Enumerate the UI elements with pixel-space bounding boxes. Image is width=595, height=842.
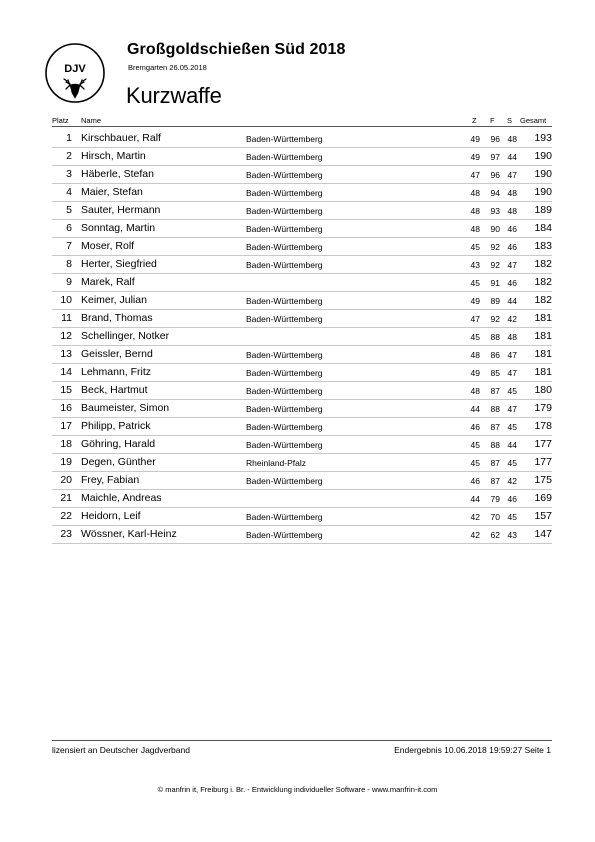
total-cell: 177 — [534, 438, 552, 450]
z-cell: 48 — [470, 386, 480, 396]
f-cell: 90 — [490, 224, 500, 234]
name-cell: Keimer, Julian — [81, 294, 147, 306]
f-cell: 88 — [490, 404, 500, 414]
z-cell: 44 — [470, 404, 480, 414]
total-cell: 181 — [534, 312, 552, 324]
f-cell: 70 — [490, 512, 500, 522]
total-cell: 157 — [534, 510, 552, 522]
header-f: F — [490, 116, 495, 125]
table-row — [52, 526, 552, 544]
event-subtitle: Bremgarten 26.05.2018 — [128, 63, 207, 72]
f-cell: 62 — [490, 530, 500, 540]
rank-cell: 9 — [66, 276, 72, 288]
z-cell: 49 — [470, 368, 480, 378]
table-row — [52, 364, 552, 382]
club-cell: Baden-Württemberg — [246, 386, 323, 396]
z-cell: 46 — [470, 476, 480, 486]
f-cell: 97 — [490, 152, 500, 162]
s-cell: 44 — [507, 440, 517, 450]
name-cell: Beck, Hartmut — [81, 384, 148, 396]
name-cell: Heidorn, Leif — [81, 510, 141, 522]
club-cell: Baden-Württemberg — [246, 368, 323, 378]
rank-cell: 21 — [60, 492, 72, 504]
f-cell: 87 — [490, 458, 500, 468]
total-cell: 183 — [534, 240, 552, 252]
club-cell: Baden-Württemberg — [246, 314, 323, 324]
name-cell: Brand, Thomas — [81, 312, 153, 324]
name-cell: Moser, Rolf — [81, 240, 135, 252]
name-cell: Baumeister, Simon — [81, 402, 170, 414]
z-cell: 49 — [470, 296, 480, 306]
rank-cell: 3 — [66, 168, 72, 180]
f-cell: 92 — [490, 260, 500, 270]
rank-cell: 23 — [60, 528, 72, 540]
table-row — [52, 454, 552, 472]
license-text: lizensiert an Deutscher Jagdverband — [52, 745, 190, 755]
s-cell: 42 — [507, 476, 517, 486]
f-cell: 88 — [490, 440, 500, 450]
s-cell: 48 — [507, 332, 517, 342]
s-cell: 48 — [507, 188, 517, 198]
f-cell: 87 — [490, 422, 500, 432]
club-cell: Baden-Württemberg — [246, 242, 323, 252]
total-cell: 175 — [534, 474, 552, 486]
rank-cell: 5 — [66, 204, 72, 216]
club-cell: Baden-Württemberg — [246, 404, 323, 414]
z-cell: 48 — [470, 206, 480, 216]
s-cell: 47 — [507, 404, 517, 414]
z-cell: 48 — [470, 188, 480, 198]
z-cell: 48 — [470, 350, 480, 360]
f-cell: 91 — [490, 278, 500, 288]
header-s: S — [507, 116, 513, 125]
f-cell: 96 — [490, 134, 500, 144]
s-cell: 46 — [507, 494, 517, 504]
s-cell: 46 — [507, 242, 517, 252]
s-cell: 42 — [507, 314, 517, 324]
club-cell: Baden-Württemberg — [246, 530, 323, 540]
total-cell: 182 — [534, 294, 552, 306]
page-title: Großgoldschießen Süd 2018 — [127, 41, 346, 58]
f-cell: 89 — [490, 296, 500, 306]
rank-cell: 15 — [60, 384, 72, 396]
z-cell: 45 — [470, 458, 480, 468]
table-row — [52, 130, 552, 148]
name-cell: Philipp, Patrick — [81, 420, 151, 432]
name-cell: Sauter, Hermann — [81, 204, 161, 216]
total-cell: 147 — [534, 528, 552, 540]
total-cell: 169 — [534, 492, 552, 504]
club-cell: Baden-Württemberg — [246, 296, 323, 306]
table-row — [52, 292, 552, 310]
total-cell: 179 — [534, 402, 552, 414]
f-cell: 93 — [490, 206, 500, 216]
name-cell: Geissler, Bernd — [81, 348, 153, 360]
club-cell: Baden-Württemberg — [246, 224, 323, 234]
rank-cell: 11 — [61, 312, 72, 324]
f-cell: 85 — [490, 368, 500, 378]
table-row — [52, 382, 552, 400]
z-cell: 43 — [470, 260, 480, 270]
table-row — [52, 310, 552, 328]
club-cell: Baden-Württemberg — [246, 170, 323, 180]
club-cell: Baden-Württemberg — [246, 206, 323, 216]
club-cell: Baden-Württemberg — [246, 422, 323, 432]
name-cell: Kirschbauer, Ralf — [81, 132, 161, 144]
header-z: Z — [472, 116, 477, 125]
s-cell: 47 — [507, 170, 517, 180]
table-row — [52, 328, 552, 346]
s-cell: 45 — [507, 386, 517, 396]
total-cell: 177 — [534, 456, 552, 468]
z-cell: 46 — [470, 422, 480, 432]
table-row — [52, 256, 552, 274]
z-cell: 42 — [470, 530, 480, 540]
table-row — [52, 472, 552, 490]
s-cell: 45 — [507, 512, 517, 522]
z-cell: 47 — [470, 314, 480, 324]
rank-cell: 7 — [66, 240, 72, 252]
s-cell: 43 — [507, 530, 517, 540]
rank-cell: 4 — [66, 186, 72, 198]
z-cell: 49 — [470, 134, 480, 144]
name-cell: Degen, Günther — [81, 456, 156, 468]
f-cell: 96 — [490, 170, 500, 180]
s-cell: 47 — [507, 368, 517, 378]
table-row — [52, 202, 552, 220]
f-cell: 86 — [490, 350, 500, 360]
rank-cell: 20 — [60, 474, 72, 486]
z-cell: 47 — [470, 170, 480, 180]
rank-cell: 13 — [60, 348, 72, 360]
z-cell: 49 — [470, 152, 480, 162]
rank-cell: 22 — [60, 510, 72, 522]
s-cell: 46 — [507, 278, 517, 288]
total-cell: 190 — [534, 186, 552, 198]
name-cell: Herter, Siegfried — [81, 258, 157, 270]
header-rank: Platz — [52, 116, 69, 125]
rank-cell: 18 — [60, 438, 72, 450]
name-cell: Göhring, Harald — [81, 438, 156, 450]
name-cell: Schellinger, Notker — [81, 330, 170, 342]
f-cell: 87 — [490, 386, 500, 396]
f-cell: 92 — [490, 242, 500, 252]
result-status: Endergebnis 10.06.2018 19:59:27 Seite 1 — [394, 745, 551, 755]
rank-cell: 6 — [66, 222, 72, 234]
table-row — [52, 238, 552, 256]
footer-divider — [52, 740, 552, 741]
total-cell: 184 — [534, 222, 552, 234]
name-cell: Frey, Fabian — [81, 474, 140, 486]
table-row — [52, 166, 552, 184]
club-cell: Baden-Württemberg — [246, 188, 323, 198]
table-row — [52, 148, 552, 166]
club-cell: Baden-Württemberg — [246, 134, 323, 144]
results-table — [52, 130, 552, 544]
total-cell: 180 — [534, 384, 552, 396]
name-cell: Marek, Ralf — [81, 276, 135, 288]
club-cell: Baden-Württemberg — [246, 512, 323, 522]
name-cell: Maier, Stefan — [81, 186, 143, 198]
table-row — [52, 274, 552, 292]
table-row — [52, 346, 552, 364]
s-cell: 45 — [507, 422, 517, 432]
rank-cell: 2 — [66, 150, 72, 162]
s-cell: 44 — [507, 296, 517, 306]
name-cell: Wössner, Karl-Heinz — [81, 528, 177, 540]
rank-cell: 17 — [60, 420, 72, 432]
logo-text: DJV — [64, 63, 86, 75]
table-row — [52, 490, 552, 508]
s-cell: 46 — [507, 224, 517, 234]
s-cell: 48 — [507, 206, 517, 216]
name-cell: Maichle, Andreas — [81, 492, 162, 504]
rank-cell: 10 — [60, 294, 72, 306]
table-row — [52, 508, 552, 526]
s-cell: 45 — [507, 458, 517, 468]
z-cell: 45 — [470, 242, 480, 252]
f-cell: 92 — [490, 314, 500, 324]
f-cell: 79 — [490, 494, 500, 504]
table-row — [52, 220, 552, 238]
z-cell: 44 — [470, 494, 480, 504]
s-cell: 44 — [507, 152, 517, 162]
club-cell: Rheinland-Pfalz — [246, 458, 307, 468]
name-cell: Häberle, Stefan — [81, 168, 154, 180]
copyright-text: © manfrin it, Freiburg i. Br. - Entwicklung individueller Software - www.manfrin-it.com — [157, 785, 438, 794]
name-cell: Hirsch, Martin — [81, 150, 146, 162]
total-cell: 190 — [534, 168, 552, 180]
table-row — [52, 400, 552, 418]
header-name: Name — [81, 116, 102, 125]
club-cell: Baden-Württemberg — [246, 350, 323, 360]
club-cell: Baden-Württemberg — [246, 476, 323, 486]
name-cell: Sonntag, Martin — [81, 222, 156, 234]
rank-cell: 19 — [60, 456, 72, 468]
club-cell: Baden-Württemberg — [246, 260, 323, 270]
rank-cell: 8 — [66, 258, 72, 270]
table-row — [52, 418, 552, 436]
total-cell: 178 — [534, 420, 552, 432]
total-cell: 193 — [534, 132, 552, 144]
total-cell: 189 — [534, 204, 552, 216]
total-cell: 182 — [534, 258, 552, 270]
s-cell: 47 — [507, 260, 517, 270]
table-header — [52, 115, 552, 127]
table-row — [52, 436, 552, 454]
djv-logo — [44, 36, 106, 110]
f-cell: 87 — [490, 476, 500, 486]
z-cell: 45 — [470, 278, 480, 288]
rank-cell: 12 — [60, 330, 72, 342]
z-cell: 42 — [470, 512, 480, 522]
f-cell: 94 — [490, 188, 500, 198]
s-cell: 48 — [507, 134, 517, 144]
category-heading: Kurzwaffe — [126, 83, 222, 108]
club-cell: Baden-Württemberg — [246, 152, 323, 162]
club-cell: Baden-Württemberg — [246, 440, 323, 450]
rank-cell: 14 — [60, 366, 72, 378]
table-row — [52, 184, 552, 202]
total-cell: 181 — [534, 330, 552, 342]
s-cell: 47 — [507, 350, 517, 360]
z-cell: 48 — [470, 224, 480, 234]
name-cell: Lehmann, Fritz — [81, 366, 152, 378]
rank-cell: 1 — [66, 132, 72, 144]
z-cell: 45 — [470, 440, 480, 450]
total-cell: 181 — [534, 366, 552, 378]
total-cell: 181 — [534, 348, 552, 360]
rank-cell: 16 — [60, 402, 72, 414]
total-cell: 190 — [534, 150, 552, 162]
header-total: Gesamt — [520, 116, 547, 125]
f-cell: 88 — [490, 332, 500, 342]
z-cell: 45 — [470, 332, 480, 342]
total-cell: 182 — [534, 276, 552, 288]
